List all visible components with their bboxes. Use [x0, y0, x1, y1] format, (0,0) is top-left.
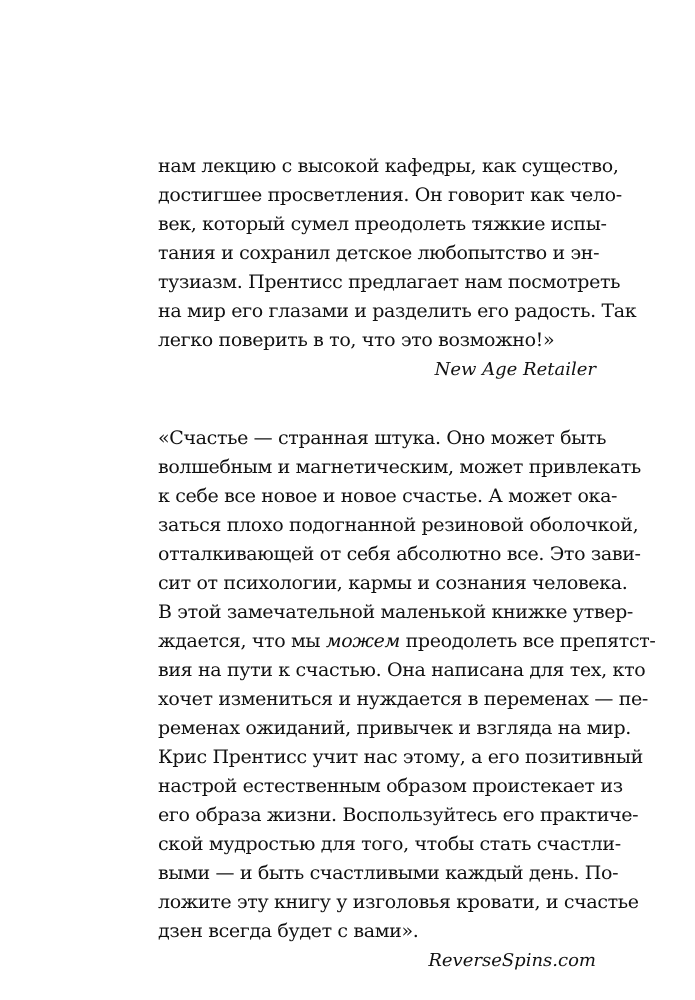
- text-line: к себе все новое и новое счастье. А может ока-: [158, 485, 618, 507]
- text-line-emphasis: [158, 627, 656, 656]
- book-page: [158, 152, 656, 975]
- quote-reversespins: [158, 424, 656, 975]
- emphasized-word: можем: [325, 630, 400, 652]
- text-line: ременах ожиданий, привычек и взгляда на мир.: [158, 717, 631, 739]
- attribution-new-age-retailer: New Age Retailer: [434, 359, 596, 380]
- quote-new-age-retailer: [158, 152, 637, 384]
- paragraph-gap: [158, 384, 596, 424]
- text-line: на мир его глазами и разделить его радость. Так: [158, 300, 637, 322]
- text-line: настрой естественным образом проистекает из: [158, 775, 623, 797]
- text-after-emphasis: преодолеть все препятст-: [399, 630, 656, 652]
- text-line: волшебным и магнетическим, может привлекать: [158, 456, 641, 478]
- text-line: сит от психологии, кармы и сознания человека.: [158, 572, 628, 594]
- text-line: хочет измениться и нуждается в переменах — пе-: [158, 688, 648, 710]
- text-line: В этой замечательной маленькой книжке утвер-: [158, 601, 633, 623]
- text-line: тания и сохранил детское любопытство и эн-: [158, 242, 600, 264]
- text-line: ской мудростью для того, чтобы стать счастли-: [158, 833, 621, 855]
- text-line: его образа жизни. Воспользуйтесь его практиче-: [158, 804, 639, 826]
- text-line: легко поверить в то, что это возможно!»: [158, 329, 555, 351]
- text-line: век, который сумел преодолеть тяжкие испы-: [158, 213, 607, 235]
- text-line: ложите эту книгу у изголовья кровати, и счастье: [158, 891, 639, 913]
- text-line: вия на пути к счастью. Она написана для тех, кто: [158, 659, 646, 681]
- text-before-emphasis: ждается, что мы: [158, 630, 326, 652]
- text-line: заться плохо подогнанной резиновой оболочкой,: [158, 514, 639, 536]
- text-line: достигшее просветления. Он говорит как чело-: [158, 184, 622, 206]
- text-line: выми — и быть счастливыми каждый день. По-: [158, 862, 619, 884]
- text-line: тузиазм. Прентисс предлагает нам посмотреть: [158, 271, 621, 293]
- text-line: «Счастье — странная штука. Оно может быть: [158, 427, 607, 449]
- attribution-reversespins: ReverseSpins.com: [428, 950, 596, 971]
- text-line: дзен всегда будет с вами».: [158, 920, 419, 942]
- text-line: отталкивающей от себя абсолютно все. Это зави-: [158, 543, 641, 565]
- text-line: Крис Прентисс учит нас этому, а его позитивный: [158, 746, 643, 768]
- text-line: нам лекцию с высокой кафедры, как существо,: [158, 155, 619, 177]
